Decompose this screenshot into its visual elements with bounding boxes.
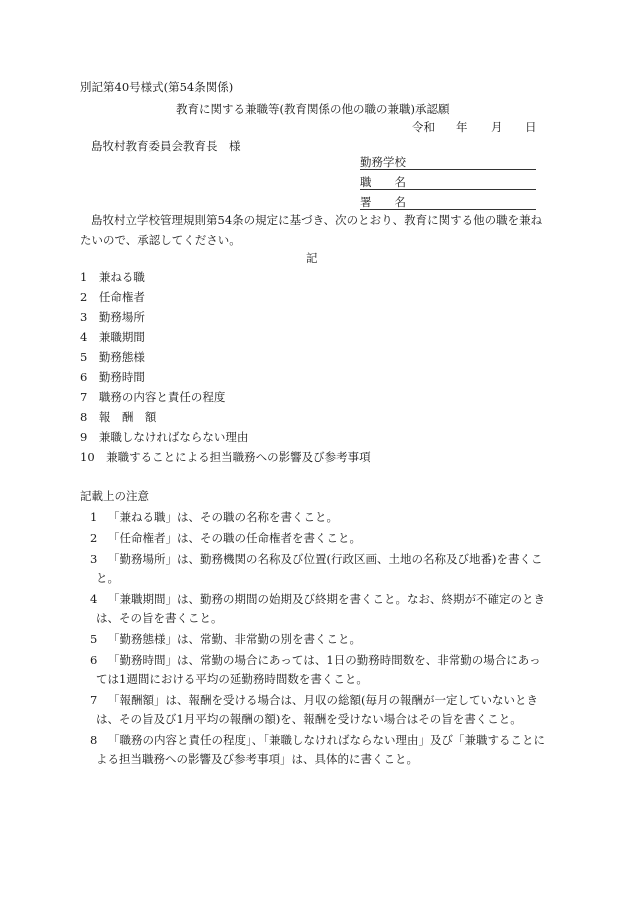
note-text: よる担当職務への影響及び参考事項」は、具体的に書くこと。 xyxy=(96,752,418,766)
note-text: 「任命権者」は、その職の任命権者を書くこと。 xyxy=(108,531,361,545)
note-text: 「勤務時間」は、常勤の場合にあっては、1日の勤務時間数を、非常勤の場合にあっ xyxy=(108,653,541,667)
position-label: 職 名 xyxy=(360,175,406,189)
intro-line-2: たいので、承認してください。 xyxy=(80,233,241,247)
list-item: 7 職務の内容と責任の程度 xyxy=(80,390,226,404)
date-era: 令和 xyxy=(412,120,435,134)
note-number: 5 xyxy=(90,632,98,646)
date-year: 年 xyxy=(456,120,468,134)
date-day: 日 xyxy=(525,120,537,134)
list-item: 8 報 酬 額 xyxy=(80,410,157,424)
list-item: 4 兼職期間 xyxy=(80,330,145,344)
note-text: 「勤務態様」は、常勤、非常勤の別を書くこと。 xyxy=(108,632,361,646)
list-item: 2 任命権者 xyxy=(80,290,145,304)
intro-line-1: 島牧村立学校管理規則第54条の規定に基づき、次のとおり、教育に関する他の職を兼ね xyxy=(91,213,543,227)
note-number: 8 xyxy=(90,733,98,747)
addressee: 島牧村教育委員会教育長 様 xyxy=(91,139,241,153)
form-label: 別記第40号様式(第54条関係) xyxy=(80,80,234,94)
ki-heading: 記 xyxy=(306,251,318,265)
note-number: 6 xyxy=(90,653,98,667)
list-item: 3 勤務場所 xyxy=(80,310,145,324)
note-number: 1 xyxy=(90,510,98,524)
list-item: 5 勤務態様 xyxy=(80,350,145,364)
note-number: 7 xyxy=(90,693,98,707)
list-item: 10 兼職することによる担当職務への影響及び参考事項 xyxy=(80,450,371,464)
school-label: 勤務学校 xyxy=(360,155,406,169)
note-text: 「勤務場所」は、勤務機関の名称及び位置(行政区画、土地の名称及び地番)を書くこ xyxy=(108,552,543,566)
note-text: 「報酬額」は、報酬を受ける場合は、月収の総額(毎月の報酬が一定していないとき xyxy=(108,693,538,707)
list-item: 1 兼ねる職 xyxy=(80,270,145,284)
note-text: 「兼ねる職」は、その職の名称を書くこと。 xyxy=(108,510,338,524)
note-text: と。 xyxy=(96,571,119,585)
note-number: 4 xyxy=(90,592,98,606)
note-text: 「職務の内容と責任の程度」、「兼職しなければならない理由」及び「兼職することに xyxy=(108,733,545,747)
note-text: 「兼職期間」は、勤務の期間の始期及び終期を書くこと。なお、終期が不確定のとき xyxy=(108,592,545,606)
notes-title: 記載上の注意 xyxy=(80,489,149,503)
list-item: 9 兼職しなければならない理由 xyxy=(80,430,249,444)
list-item: 6 勤務時間 xyxy=(80,370,145,384)
signature-field[interactable] xyxy=(360,194,536,210)
note-text: は、その旨及び1月平均の報酬の額)を、報酬を受けない場合はその旨を書くこと。 xyxy=(96,712,522,726)
signature-label: 署 名 xyxy=(360,195,406,209)
note-text: ては1週間における平均の延勤務時間数を書くこと。 xyxy=(96,672,368,686)
school-field[interactable] xyxy=(360,154,536,170)
date-month: 月 xyxy=(491,120,503,134)
note-number: 2 xyxy=(90,531,98,545)
note-number: 3 xyxy=(90,552,98,566)
position-field[interactable] xyxy=(360,174,536,190)
document-title: 教育に関する兼職等(教育関係の他の職の兼職)承認願 xyxy=(176,102,450,116)
note-text: は、その旨を書くこと。 xyxy=(96,611,223,625)
